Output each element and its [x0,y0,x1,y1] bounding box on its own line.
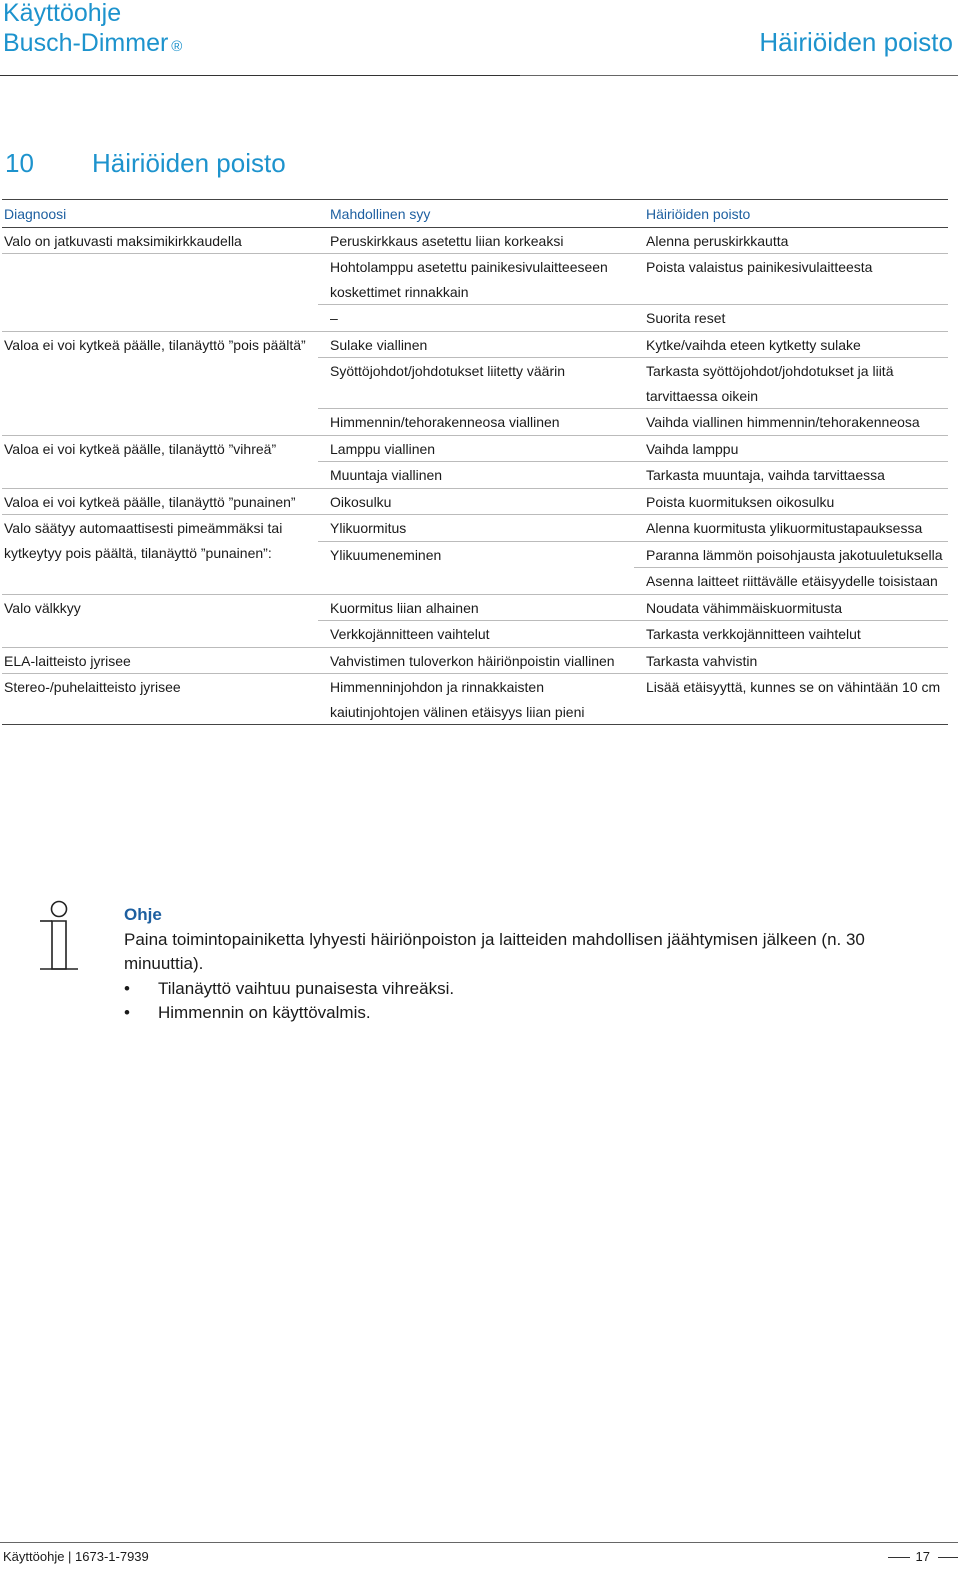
cell-diagnosis: Stereo-/puhelaitteisto jyrisee [2,674,318,725]
cell-diagnosis: Valoa ei voi kytkeä päälle, tilanäyttö ”pois päältä” [2,331,318,435]
cell-cause: Vahvistimen tuloverkon häiriönpoistin viallinen [318,647,634,674]
cell-remedy: Vaihda lamppu [634,435,948,462]
header-divider-accent [0,75,520,76]
cell-cause: Oikosulku [318,488,634,515]
cell-cause: Peruskirkkaus asetettu liian korkeaksi [318,227,634,254]
cell-diagnosis: ELA-laitteisto jyrisee [2,647,318,674]
header-doc-type: Käyttöohje [3,0,122,27]
cell-remedy: Tarkasta muuntaja, vaihda tarvittaessa [634,462,948,489]
cell-remedy: Poista valaistus painikesivulaitteesta [634,254,948,305]
table-row [2,254,948,305]
cell-remedy: Poista kuormituksen oikosulku [634,488,948,515]
cell-diagnosis: Valoa ei voi kytkeä päälle, tilanäyttö ”punainen” [2,488,318,515]
cell-cause: Muuntaja viallinen [318,462,634,489]
cell-cause: Hohtolamppu asetettu painikesivulaitteeseen koskettimet rinnakkain [318,254,634,305]
cell-cause: Verkkojännitteen vaihtelut [318,621,634,648]
footer-divider [0,1542,958,1543]
header-section-name: Häiriöiden poisto [759,27,953,57]
table-row [2,647,948,674]
note-title: Ohje [124,905,162,924]
cell-remedy: Kytke/vaihda eteen kytketty sulake [634,331,948,358]
list-item: • Tilanäyttö vaihtuu punaisesta vihreäksi. [124,977,944,1002]
cell-cause: Syöttöjohdot/johdotukset liitetty väärin [318,358,634,409]
table-row [2,227,948,254]
cell-cause: Himmennin/tehorakenneosa viallinen [318,409,634,436]
cell-cause: Himmenninjohdon ja rinnakkaisten kaiutinjohtojen välinen etäisyys liian pieni [318,674,634,725]
cell-remedy: Noudata vähimmäiskuormitusta [634,594,948,621]
table-row [2,594,948,621]
page-number: 17 [915,1549,930,1564]
section-title [5,147,286,179]
cell-remedy: Lisää etäisyyttä, kunnes se on vähintään 10 cm [634,674,948,725]
list-item: • Himmennin on käyttövalmis. [124,1001,944,1026]
cell-diagnosis [2,254,318,305]
table-row [2,488,948,515]
cell-remedy: Asenna laitteet riittävälle etäisyydelle toisistaan [634,568,948,595]
header-product [3,28,182,58]
header-product-name: Busch-Dimmer [3,29,169,57]
cell-diagnosis: Valo säätyy automaattisesti pimeämmäksi tai kytkeytyy pois päältä, tilanäyttö ”punainen”: [2,515,318,595]
footer-doc-info: Käyttöohje | 1673-1-7939 [3,1549,149,1564]
note-box [124,903,944,1026]
footer-dash-right [938,1557,958,1558]
troubleshooting-table [2,199,948,725]
registered-mark: ® [171,38,183,55]
cell-remedy: Tarkasta syöttöjohdot/johdotukset ja liitä tarvittaessa oikein [634,358,948,409]
cell-remedy: Vaihda viallinen himmennin/tehorakenneosa [634,409,948,436]
col-header-remedy: Häiriöiden poisto [634,200,948,228]
col-header-cause: Mahdollinen syy [318,200,634,228]
cell-remedy: Alenna peruskirkkautta [634,227,948,254]
table-row [2,435,948,462]
cell-cause: – [318,305,634,332]
cell-cause: Ylikuumeneminen [318,541,634,594]
header-doc-info [3,0,182,58]
table-row [2,515,948,542]
cell-diagnosis: Valo välkkyy [2,594,318,647]
cell-remedy: Suorita reset [634,305,948,332]
cell-remedy: Tarkasta verkkojännitteen vaihtelut [634,621,948,648]
note-text: Paina toimintopainiketta lyhyesti häiriönpoiston ja laitteiden mahdollisen jäähtymisen jälkeen (n. 30 minuuttia). [124,929,865,973]
table-row [2,331,948,358]
cell-cause: Sulake viallinen [318,331,634,358]
section-title-text: Häiriöiden poisto [92,148,286,178]
cell-cause: Kuormitus liian alhainen [318,594,634,621]
cell-cause: Lamppu viallinen [318,435,634,462]
cell-remedy: Tarkasta vahvistin [634,647,948,674]
section-number: 10 [5,148,34,178]
table-row [2,305,948,332]
cell-diagnosis: Valo on jatkuvasti maksimikirkkaudella [2,227,318,254]
cell-cause: Ylikuormitus [318,515,634,542]
cell-remedy: Paranna lämmön poisohjausta jakotuuletuksella [634,541,948,568]
table-header-row [2,200,948,228]
info-icon [38,899,80,975]
cell-diagnosis: Valoa ei voi kytkeä päälle, tilanäyttö ”vihreä” [2,435,318,488]
cell-diagnosis [2,305,318,332]
table-row [2,674,948,725]
cell-remedy: Alenna kuormitusta ylikuormitustapauksessa [634,515,948,542]
col-header-diagnosis: Diagnoosi [2,200,318,228]
note-bullet-list [124,977,944,1026]
footer-dash-left [888,1557,910,1558]
